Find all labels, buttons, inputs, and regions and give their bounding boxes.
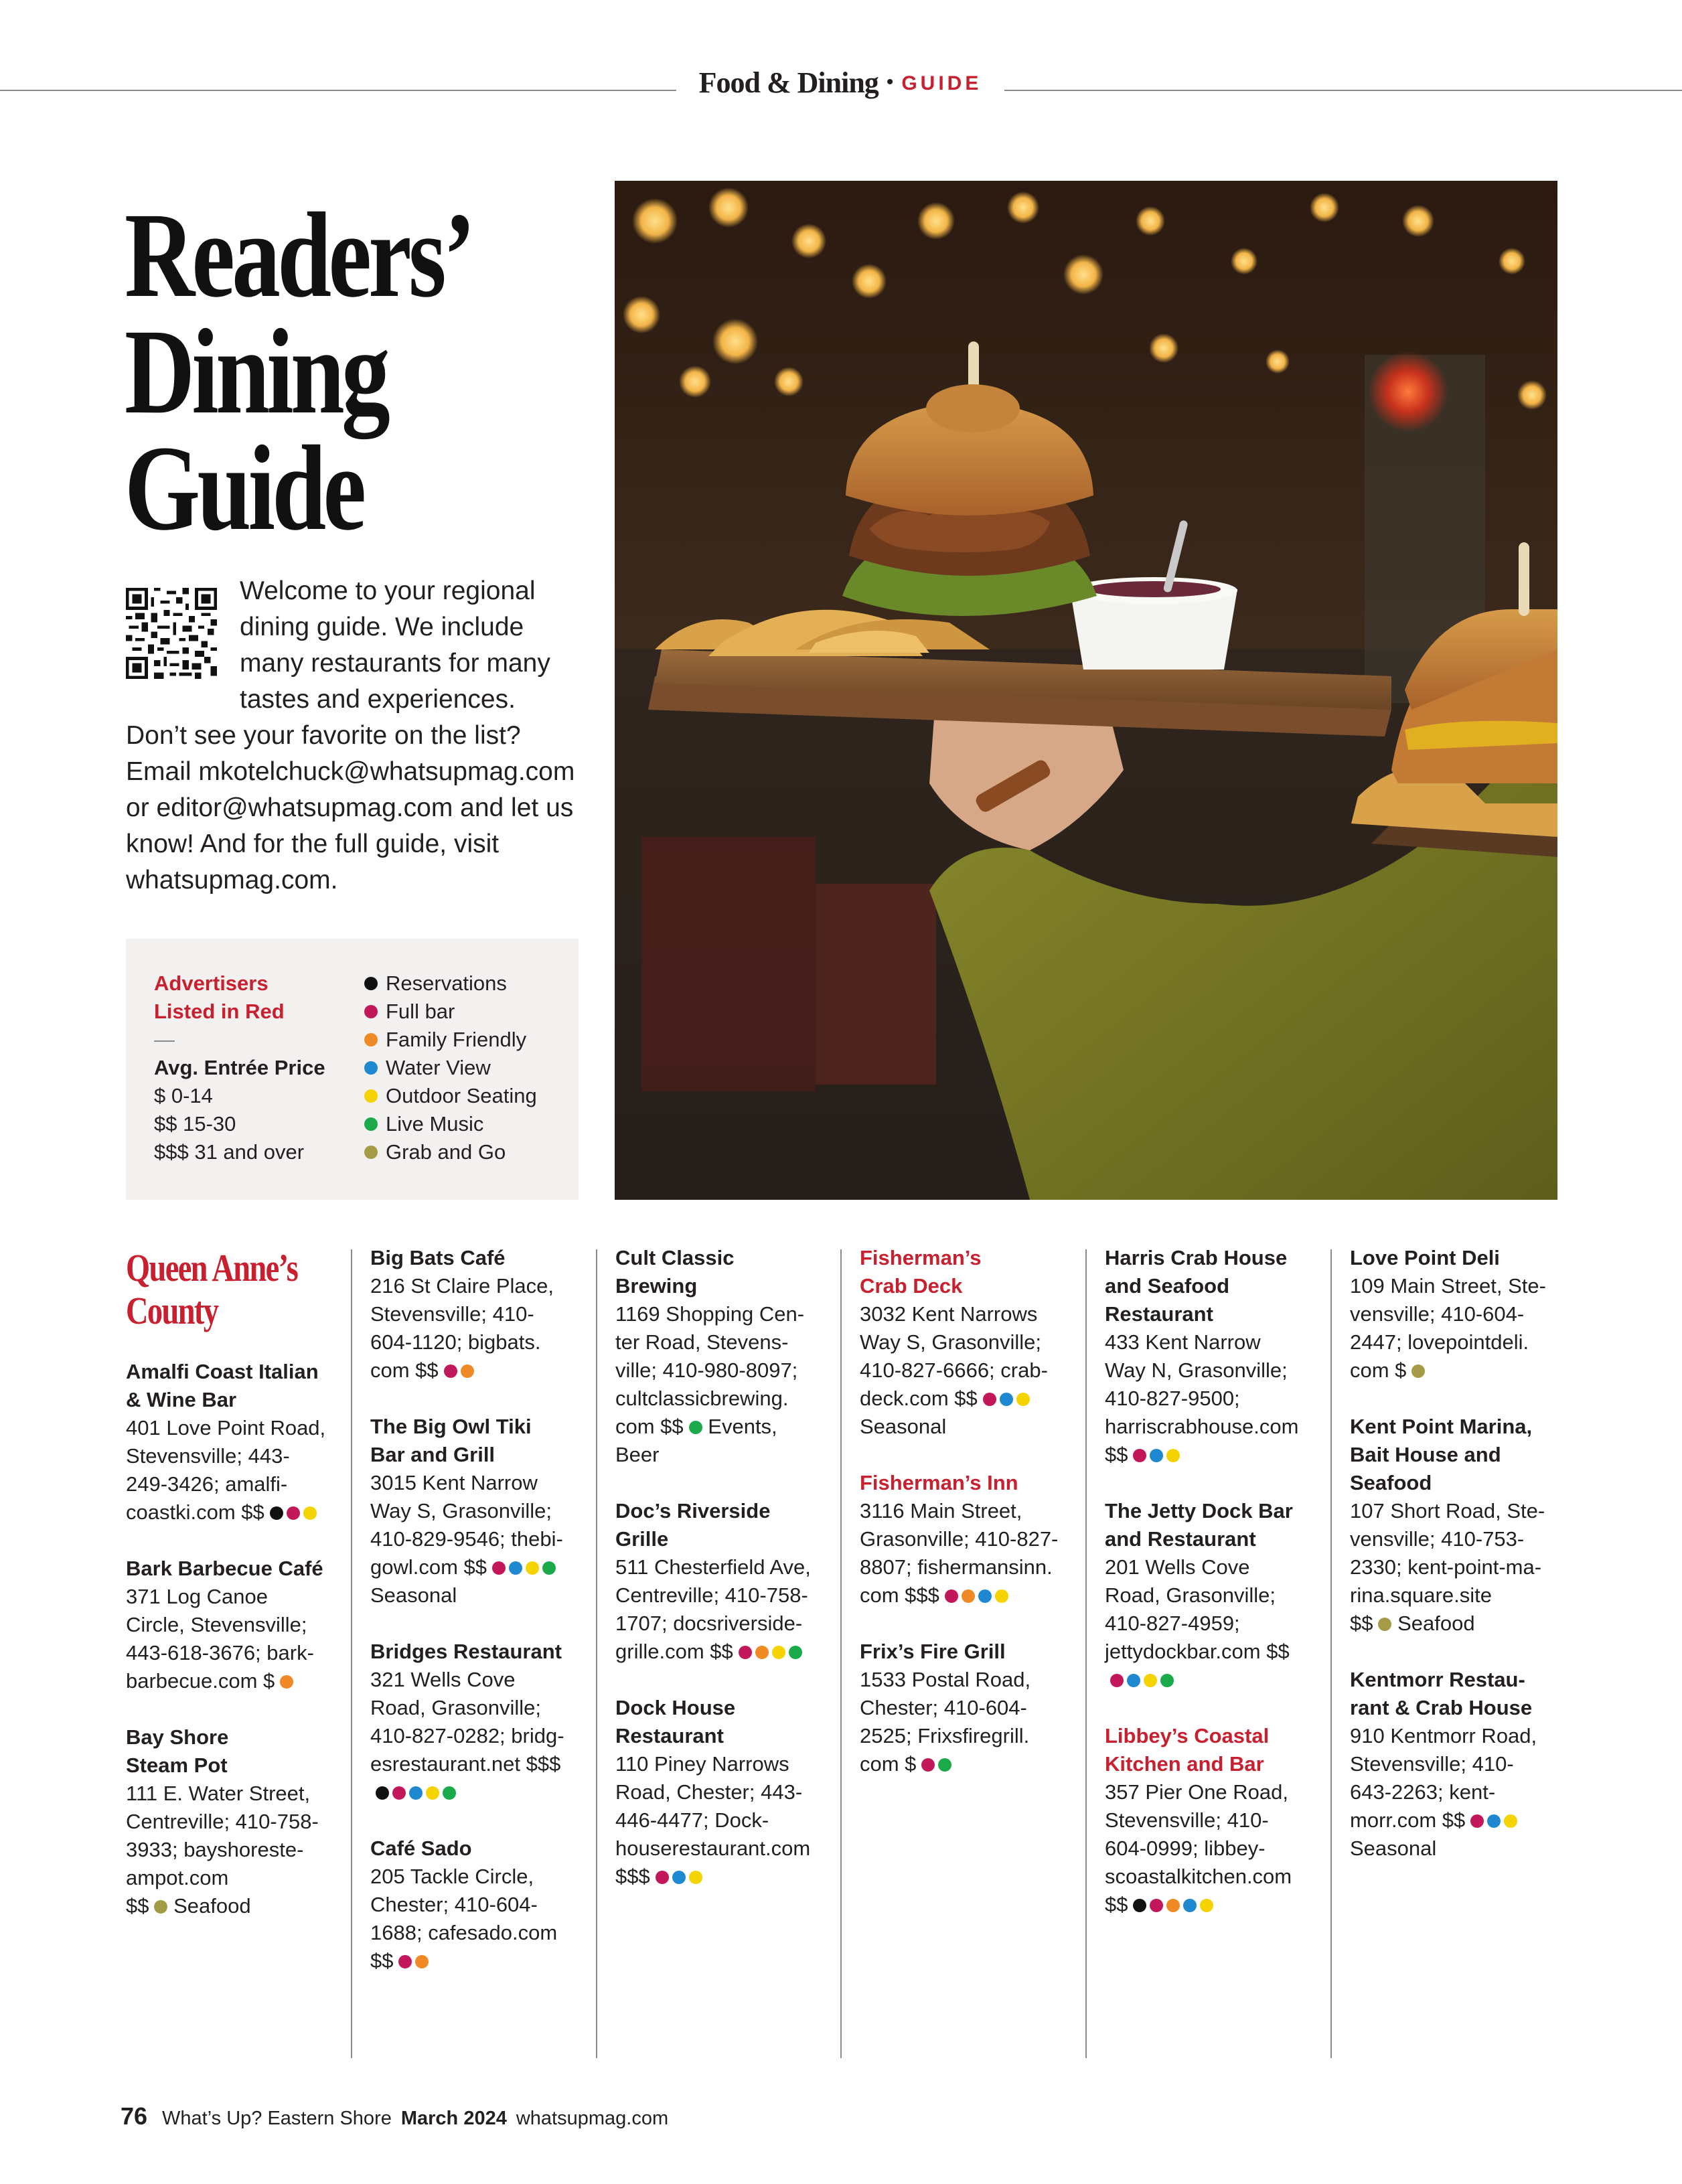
photo-illustration — [615, 181, 1557, 1200]
restaurant-address: 1169 Shopping Cen- ter Road, Stevens- ville; 410-980-8097; cultclassicbrewing. com $$ — [615, 1302, 805, 1438]
photo-burger-platter — [615, 181, 1557, 1200]
restaurant-details — [1105, 1778, 1326, 1919]
amenity-dot-icon — [1411, 1364, 1425, 1378]
amenity-dot-icon — [444, 1364, 457, 1378]
website[interactable]: whatsupmag.com — [516, 2108, 669, 2129]
amenity-dot-icon — [287, 1506, 300, 1520]
amenity-dots — [978, 1387, 1030, 1410]
page-number: 76 — [121, 2102, 148, 2130]
header-separator: • — [886, 71, 894, 93]
restaurant-name: Libbey’s Coastal Kitchen and Bar — [1105, 1724, 1270, 1776]
restaurant-note: Seasonal — [370, 1583, 457, 1607]
listing-column — [370, 1244, 591, 2003]
restaurant-entry — [126, 1555, 347, 1695]
legend-label: Grab and Go — [386, 1140, 506, 1164]
title-line: Dining — [125, 305, 388, 439]
restaurant-entry — [615, 1497, 836, 1666]
restaurant-details — [860, 1666, 1081, 1778]
amenity-dot-icon — [509, 1561, 522, 1575]
amenity-dots — [650, 1865, 702, 1888]
restaurant-note: Events, Beer — [615, 1415, 777, 1466]
amenity-dot-icon — [1166, 1449, 1180, 1462]
legend-item — [364, 1138, 579, 1166]
restaurant-note: Seafood — [1391, 1612, 1475, 1635]
amenity-dots — [939, 1583, 1008, 1607]
amenity-dots — [733, 1640, 802, 1663]
legend-dot-icon — [364, 1117, 378, 1131]
intro-text: Welcome to your regional dining guide. We include many restaurants for many tastes and experiences. Don’t see your favorite on the list? Email mkotelchuck@whatsupmag.com or editor@whatsupmag.com and let us know! And for the full guide, visit whatsupmag.com. — [126, 576, 575, 894]
restaurant-details — [370, 1272, 591, 1385]
legend-label: Reservations — [386, 971, 507, 995]
restaurant-entry — [370, 1244, 591, 1385]
restaurant-note: Seasonal — [1350, 1837, 1437, 1860]
amenity-dot-icon — [492, 1561, 506, 1575]
restaurant-name: The Jetty Dock Bar and Restaurant — [1105, 1499, 1293, 1551]
restaurant-details — [615, 1300, 836, 1469]
amenity-dot-icon — [1000, 1393, 1013, 1406]
restaurant-name: Dock House Restaurant — [615, 1696, 736, 1747]
amenity-dot-icon — [689, 1421, 702, 1434]
legend-divider: — — [154, 1028, 175, 1051]
restaurant-address: 321 Wells Cove Road, Grasonville; 410-827-0282; bridg- esrestaurant.net $$$ — [370, 1668, 564, 1776]
amenity-dot-icon — [978, 1589, 992, 1603]
restaurant-details — [615, 1553, 836, 1666]
restaurant-entry — [370, 1638, 591, 1806]
advertisers-note: Listed in Red — [154, 1000, 285, 1023]
restaurant-entry — [1105, 1244, 1326, 1469]
restaurant-entry — [1105, 1497, 1326, 1694]
amenity-dot-icon — [983, 1393, 996, 1406]
restaurant-address: 357 Pier One Road, Stevensville; 410- 604-0999; libbey- scoastalkitchen.com $$ — [1105, 1780, 1292, 1916]
legend-dot-icon — [364, 1005, 378, 1018]
restaurant-details — [370, 1863, 591, 1975]
intro-paragraph — [126, 573, 581, 899]
restaurant-address: 1533 Postal Road, Chester; 410-604- 2525; Frixsfiregrill. com $ — [860, 1668, 1031, 1776]
restaurant-address: 201 Wells Cove Road, Grasonville; 410-827-4959; jettydockbar.com $$ — [1105, 1555, 1290, 1663]
column-divider — [1085, 1249, 1087, 2058]
restaurant-address: 371 Log Canoe Circle, Stevensville; 443-618-3676; bark- barbecue.com $ — [126, 1585, 314, 1693]
restaurant-address: 111 E. Water Street, Centreville; 410-758- 3933; bayshoreste- ampot.com $$ — [126, 1782, 319, 1918]
amenity-dots — [149, 1894, 167, 1918]
restaurant-details — [1350, 1722, 1571, 1863]
amenity-dot-icon — [392, 1786, 406, 1800]
restaurant-entry — [370, 1835, 591, 1975]
amenity-dot-icon — [398, 1955, 412, 1968]
restaurant-address: 3116 Main Street, Grasonville; 410-827- 8807; fishermansinn. com $$$ — [860, 1499, 1059, 1607]
amenity-dots — [264, 1500, 317, 1524]
legend-label: Full bar — [386, 1000, 455, 1023]
qr-code-graphic — [126, 588, 217, 679]
amenity-dots — [1373, 1612, 1391, 1635]
listing-column — [126, 1244, 347, 1948]
legend-label: Family Friendly — [386, 1028, 527, 1051]
amenity-dot-icon — [415, 1955, 429, 1968]
price-tier: $$ 15-30 — [154, 1112, 236, 1136]
amenity-dot-icon — [938, 1758, 951, 1772]
amenity-dot-icon — [772, 1646, 785, 1659]
restaurant-entry — [860, 1244, 1081, 1441]
header-rule-right — [1004, 90, 1682, 91]
restaurant-name: Bark Barbecue Café — [126, 1557, 323, 1580]
column-divider — [1330, 1249, 1332, 2058]
restaurant-name: Fisherman’s Crab Deck — [860, 1246, 982, 1298]
amenity-dot-icon — [1150, 1899, 1163, 1912]
restaurant-name: Kentmorr Restau- rant & Crab House — [1350, 1668, 1533, 1719]
legend-label: Live Music — [386, 1112, 484, 1136]
restaurant-details — [1105, 1553, 1326, 1694]
restaurant-name: Doc’s Riverside Grille — [615, 1499, 771, 1551]
amenity-dot-icon — [542, 1561, 556, 1575]
amenity-dot-icon — [154, 1900, 167, 1914]
legend-item — [364, 1054, 579, 1082]
legend-label: Water View — [386, 1056, 491, 1079]
restaurant-details — [1105, 1328, 1326, 1469]
legend-item — [364, 1026, 579, 1054]
page-title — [125, 188, 500, 556]
county-heading-wrap — [126, 1247, 347, 1358]
restaurant-name: Bridges Restaurant — [370, 1640, 562, 1663]
price-tier: $ 0-14 — [154, 1084, 213, 1107]
amenity-dots — [439, 1358, 474, 1382]
amenity-dot-icon — [945, 1589, 958, 1603]
title-line: Guide — [125, 421, 364, 556]
amenity-dot-icon — [443, 1786, 456, 1800]
column-divider — [596, 1249, 597, 2058]
amenity-dot-icon — [1160, 1674, 1174, 1687]
section-header — [676, 66, 1004, 100]
amenity-dots — [487, 1555, 556, 1579]
restaurant-name: Fisherman’s Inn — [860, 1471, 1018, 1494]
restaurant-entry — [370, 1413, 591, 1610]
amenity-dot-icon — [303, 1506, 317, 1520]
restaurant-address: 433 Kent Narrow Way N, Grasonville; 410-827-9500; harriscrabhouse.com $$ — [1105, 1330, 1299, 1466]
amenity-dots — [275, 1669, 293, 1693]
restaurant-note: Seasonal — [860, 1415, 947, 1438]
restaurant-details — [370, 1469, 591, 1610]
restaurant-entry — [615, 1694, 836, 1891]
restaurant-address: 3015 Kent Narrow Way S, Grasonville; 410-829-9546; thebi- gowl.com $$ — [370, 1471, 563, 1579]
legend-label: Outdoor Seating — [386, 1084, 537, 1107]
restaurant-details — [1350, 1272, 1571, 1385]
restaurant-address: 216 St Claire Place, Stevensville; 410- 604-1120; bigbats. com $$ — [370, 1274, 554, 1382]
restaurant-name: Kent Point Marina, Bait House and Seafood — [1350, 1415, 1533, 1494]
restaurant-name: Amalfi Coast Italian & Wine Bar — [126, 1360, 319, 1411]
restaurant-name: Bay Shore Steam Pot — [126, 1725, 229, 1777]
amenity-dot-icon — [962, 1589, 975, 1603]
amenity-dot-icon — [376, 1786, 389, 1800]
amenity-dots — [1128, 1443, 1180, 1466]
restaurant-address: 3032 Kent Narrows Way S, Grasonville; 410-827-6666; crab- deck.com $$ — [860, 1302, 1048, 1410]
amenity-dot-icon — [656, 1871, 669, 1884]
restaurant-name: Frix’s Fire Grill — [860, 1640, 1006, 1663]
advertisers-note: Advertisers — [154, 971, 269, 995]
amenity-dot-icon — [689, 1871, 702, 1884]
price-tier: $$$ 31 and over — [154, 1140, 305, 1164]
amenity-dot-icon — [739, 1646, 752, 1659]
restaurant-name: The Big Owl Tiki Bar and Grill — [370, 1415, 532, 1466]
amenity-dot-icon — [1200, 1899, 1213, 1912]
amenity-dots — [1128, 1893, 1213, 1916]
amenity-dots — [1465, 1808, 1517, 1832]
legend-dot-icon — [364, 1089, 378, 1103]
amenity-dot-icon — [1144, 1674, 1157, 1687]
amenity-dot-icon — [672, 1871, 686, 1884]
amenity-dot-icon — [755, 1646, 769, 1659]
amenity-dots — [1406, 1358, 1425, 1382]
restaurant-details — [1350, 1497, 1571, 1638]
legend-list — [364, 969, 579, 1166]
amenity-dot-icon — [1378, 1618, 1391, 1631]
magazine-name: What’s Up? Eastern Shore — [162, 2108, 392, 2129]
restaurant-details — [126, 1583, 347, 1695]
restaurant-details — [370, 1666, 591, 1806]
title-line: Readers’ — [125, 188, 473, 323]
issue-date: March 2024 — [400, 2108, 507, 2129]
amenity-dot-icon — [1127, 1674, 1140, 1687]
restaurant-name: Harris Crab House and Seafood Restaurant — [1105, 1246, 1288, 1326]
legend-box — [126, 939, 579, 1200]
column-divider — [351, 1249, 352, 2058]
county-heading: Queen Anne’s County — [126, 1246, 298, 1332]
legend-dot-icon — [364, 1061, 378, 1075]
restaurant-address: 110 Piney Narrows Road, Chester; 443- 446-4477; Dock- houserestaurant.com $$$ — [615, 1752, 811, 1888]
amenity-dot-icon — [1110, 1674, 1124, 1687]
section-label: GUIDE — [901, 72, 982, 94]
amenity-dot-icon — [1016, 1393, 1030, 1406]
restaurant-entry — [126, 1723, 347, 1920]
amenity-dot-icon — [426, 1786, 439, 1800]
restaurant-entry — [615, 1244, 836, 1469]
restaurant-details — [126, 1414, 347, 1527]
restaurant-address: 109 Main Street, Ste- vensville; 410-604- 2447; lovepointdeli. com $ — [1350, 1274, 1546, 1382]
legend-item — [364, 998, 579, 1026]
restaurant-details — [126, 1780, 347, 1920]
amenity-dot-icon — [789, 1646, 802, 1659]
restaurant-name: Love Point Deli — [1350, 1246, 1500, 1269]
amenity-dot-icon — [921, 1758, 935, 1772]
restaurant-entry — [860, 1638, 1081, 1778]
amenity-dots — [1105, 1668, 1174, 1691]
legend-left — [154, 969, 348, 1166]
amenity-dot-icon — [280, 1675, 293, 1689]
amenity-dot-icon — [526, 1561, 539, 1575]
legend-dot-icon — [364, 1033, 378, 1046]
restaurant-address: 205 Tackle Circle, Chester; 410-604- 1688; cafesado.com $$ — [370, 1865, 558, 1972]
column-divider — [840, 1249, 842, 2058]
amenity-dots — [370, 1780, 456, 1804]
header-rule-left — [0, 90, 676, 91]
restaurant-entry — [1350, 1666, 1571, 1863]
restaurant-details — [860, 1497, 1081, 1610]
amenity-dots — [916, 1752, 951, 1776]
legend-item — [364, 969, 579, 998]
amenity-dot-icon — [1133, 1449, 1146, 1462]
amenity-dot-icon — [995, 1589, 1008, 1603]
restaurant-name: Café Sado — [370, 1837, 472, 1860]
amenity-dot-icon — [1504, 1814, 1517, 1828]
legend-dot-icon — [364, 1146, 378, 1159]
restaurant-note: Seafood — [167, 1894, 251, 1918]
amenity-dot-icon — [1487, 1814, 1501, 1828]
restaurant-entry — [1350, 1413, 1571, 1638]
restaurant-address: 107 Short Road, Ste- vensville; 410-753- 2330; kent-point-ma- rina.square.site $$ — [1350, 1499, 1545, 1635]
amenity-dot-icon — [1150, 1449, 1163, 1462]
restaurant-name: Cult Classic Brewing — [615, 1246, 735, 1298]
amenity-dot-icon — [1470, 1814, 1484, 1828]
section-brand: Food & Dining — [698, 66, 878, 99]
amenity-dot-icon — [1183, 1899, 1197, 1912]
restaurant-entry — [126, 1358, 347, 1527]
restaurant-entry — [1350, 1244, 1571, 1385]
legend-dot-icon — [364, 977, 378, 990]
amenity-dot-icon — [1166, 1899, 1180, 1912]
amenity-dot-icon — [270, 1506, 283, 1520]
restaurant-details — [615, 1750, 836, 1891]
amenity-dots — [684, 1415, 702, 1438]
legend-item — [364, 1082, 579, 1110]
legend-item — [364, 1110, 579, 1138]
listing-column — [860, 1244, 1081, 1806]
amenity-dot-icon — [409, 1786, 423, 1800]
amenity-dots — [393, 1949, 429, 1972]
listing-column — [1105, 1244, 1326, 1947]
amenity-dot-icon — [1133, 1899, 1146, 1912]
amenity-dot-icon — [461, 1364, 474, 1378]
price-heading: Avg. Entrée Price — [154, 1056, 325, 1079]
listing-column — [615, 1244, 836, 1919]
restaurant-entry — [1105, 1722, 1326, 1919]
restaurant-address: 511 Chesterfield Ave, Centreville; 410-758- 1707; docsriverside- grille.com $$ — [615, 1555, 811, 1663]
restaurant-name: Big Bats Café — [370, 1246, 506, 1269]
restaurant-address: 401 Love Point Road, Stevensville; 443- 249-3426; amalfi- coastki.com $$ — [126, 1416, 326, 1524]
qr-code-icon[interactable] — [126, 588, 217, 679]
listing-column — [1350, 1244, 1571, 1891]
page-footer — [121, 2102, 668, 2130]
restaurant-entry — [860, 1469, 1081, 1610]
restaurant-address: 910 Kentmorr Road, Stevensville; 410- 643-2263; kent- morr.com $$ — [1350, 1724, 1537, 1832]
restaurant-details — [860, 1300, 1081, 1441]
